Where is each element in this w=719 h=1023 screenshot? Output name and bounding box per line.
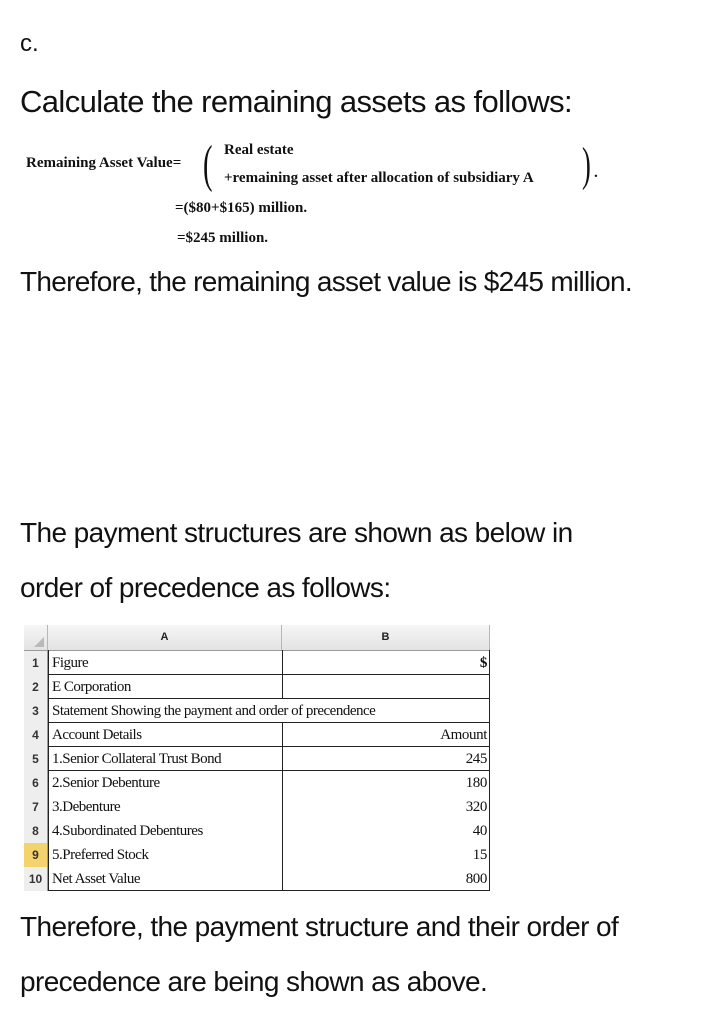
table-row: [24, 675, 490, 699]
cell-a[interactable]: E Corporation: [52, 679, 131, 695]
table-row: [24, 795, 490, 819]
cell-a[interactable]: Statement Showing the payment and order of precendence: [52, 703, 376, 719]
cell-border: [48, 890, 490, 891]
cell-a[interactable]: Net Asset Value: [52, 871, 141, 887]
cell-border: [48, 770, 490, 771]
formula-label: Remaining Asset Value=: [26, 155, 182, 171]
table-row: [24, 747, 490, 771]
row-number[interactable]: 1: [24, 651, 48, 675]
section-label: c.: [20, 30, 39, 57]
column-header-row: [24, 625, 490, 651]
formula-term-remaining-asset: +remaining asset after allocation of subsidiary A: [224, 170, 534, 186]
formula-right-paren: ): [582, 138, 591, 191]
row-number[interactable]: 10: [24, 867, 48, 891]
cell-border: [48, 674, 490, 675]
cell-b[interactable]: Amount: [440, 727, 487, 743]
formula-left-paren: (: [203, 136, 213, 193]
formula-end-dot: .: [594, 165, 598, 181]
cell-a[interactable]: 2.Senior Debenture: [52, 775, 160, 791]
cell-b[interactable]: 245: [465, 751, 487, 767]
payment-intro-line-1: The payment structures are shown as below in: [20, 517, 573, 548]
formula-substitution: =($80+$165) million.: [175, 200, 308, 216]
cell-b[interactable]: $: [479, 655, 487, 671]
cell-a[interactable]: 3.Debenture: [52, 799, 121, 815]
column-header-b[interactable]: B: [282, 625, 490, 650]
cell-b[interactable]: [282, 675, 490, 699]
payment-structure-spreadsheet: [24, 625, 490, 896]
table-row: [24, 699, 490, 723]
cell-border: [48, 722, 490, 723]
cell-a[interactable]: Figure: [52, 655, 89, 671]
table-row: [24, 723, 490, 747]
row-number[interactable]: 3: [24, 699, 48, 723]
payment-intro-line-2: order of precedence as follows:: [20, 572, 391, 603]
column-header-a[interactable]: A: [48, 625, 282, 650]
cell-a[interactable]: 1.Senior Collateral Trust Bond: [52, 751, 222, 767]
cell-border: [48, 746, 490, 747]
calculation-heading: Calculate the remaining assets as follows:: [20, 84, 573, 119]
row-number[interactable]: 4: [24, 723, 48, 747]
cell-a[interactable]: 5.Preferred Stock: [52, 847, 149, 863]
payment-conclusion-line-2: precedence are being shown as above.: [20, 966, 488, 997]
row-number[interactable]: 8: [24, 819, 48, 843]
cell-b[interactable]: 15: [472, 847, 487, 863]
cell-border: [282, 722, 283, 891]
table-row: [24, 651, 490, 675]
table-row: [24, 771, 490, 795]
row-number[interactable]: 5: [24, 747, 48, 771]
table-row: [24, 819, 490, 843]
cell-border: [489, 650, 490, 891]
table-row: [24, 867, 490, 891]
cell-border: [48, 698, 490, 699]
row-number[interactable]: 2: [24, 675, 48, 699]
row-number-selected[interactable]: 9: [24, 843, 48, 867]
formula-result: =$245 million.: [177, 230, 269, 246]
cell-b[interactable]: 800: [465, 871, 487, 887]
cell-a[interactable]: Account Details: [52, 727, 142, 743]
payment-conclusion-line-1: Therefore, the payment structure and their order of: [20, 911, 619, 942]
cell-border: [48, 650, 49, 891]
cell-b[interactable]: 320: [465, 799, 487, 815]
corner-triangle-icon: [34, 637, 44, 647]
formula-term-real-estate: Real estate: [224, 142, 294, 158]
remaining-asset-conclusion: Therefore, the remaining asset value is $245 million.: [20, 266, 632, 297]
cell-b[interactable]: 180: [465, 775, 487, 791]
cell-b[interactable]: 40: [472, 823, 487, 839]
select-all-corner[interactable]: [24, 625, 48, 650]
cell-border: [282, 650, 283, 698]
row-number[interactable]: 7: [24, 795, 48, 819]
cell-a[interactable]: 4.Subordinated Debentures: [52, 823, 203, 839]
row-number[interactable]: 6: [24, 771, 48, 795]
table-row: [24, 843, 490, 867]
